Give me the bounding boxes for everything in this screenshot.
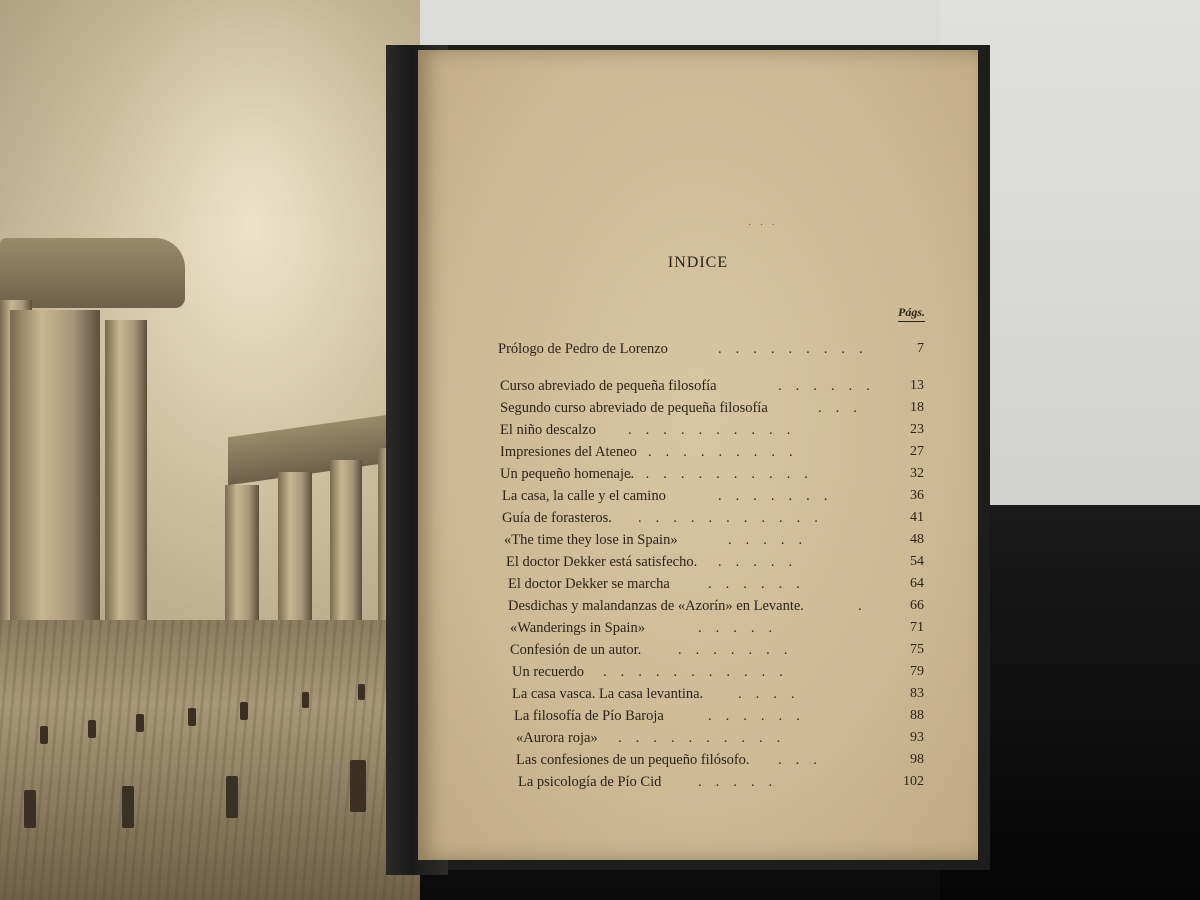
toc-entry-page: 88 [910,708,924,723]
toc-entry [418,771,978,793]
fence-post [24,790,36,828]
fence-post [358,684,365,700]
toc-leader-dots: .... [738,686,809,702]
temple-column [278,472,312,642]
toc-entry-title: La casa, la calle y el camino [502,488,666,504]
toc-entry-page: 7 [917,341,924,356]
fence-post [88,720,96,738]
toc-entry-title: Desdichas y malandanzas de «Azorín» en Levante. [508,598,804,614]
toc-entry [418,661,978,683]
toc-entry-page: 41 [910,510,924,525]
toc-entry-page: 66 [910,598,924,613]
toc-entry [418,338,978,360]
toc-entry-page: 75 [910,642,924,657]
toc-entry-title: Impresiones del Ateneo [500,444,637,460]
toc-entry-page: 54 [910,554,924,569]
fence-post [302,692,309,708]
toc-entry [418,683,978,705]
toc-leader-dots: ..... [718,554,807,570]
toc-entry [418,727,978,749]
toc-entry-title: Curso abreviado de pequeña filosofía [500,378,717,394]
toc-leader-dots: ........... [628,466,822,482]
toc-entry-title: Guía de forasteros. [502,510,612,526]
fence-post [240,702,248,720]
toc-entry-title: «The time they lose in Spain» [504,532,678,548]
toc-entry-page: 83 [910,686,924,701]
toc-entry-page: 13 [910,378,924,393]
temple-column [105,320,147,650]
toc-entry [418,441,978,463]
toc-leader-dots: ....... [678,642,802,658]
toc-entry-page: 98 [910,752,924,767]
toc-entry [418,529,978,551]
paper-mark: · · · [748,220,778,231]
temple-capital [0,238,185,308]
toc-entry-title: El niño descalzo [500,422,596,438]
toc-entry-page: 36 [910,488,924,503]
toc-entry [418,617,978,639]
toc-entry-title: El doctor Dekker está satisfecho. [506,554,698,570]
fence-post [350,760,366,812]
photo-page [0,0,420,900]
toc-entry-title: La casa vasca. La casa levantina. [512,686,704,702]
toc-leader-dots: ...... [708,576,814,592]
toc-entry-page: 18 [910,400,924,415]
toc-entry [418,375,978,397]
toc-entry-title: La psicología de Pío Cid [518,774,662,790]
toc-entry-page: 48 [910,532,924,547]
fence-post [226,776,238,818]
toc-entry-title: Confesión de un autor. [510,642,642,658]
toc-entry-page: 32 [910,466,924,481]
toc-entry-title: «Wanderings in Spain» [510,620,645,636]
toc-entry-title: Segundo curso abreviado de pequeña filosofía [500,400,768,416]
toc-leader-dots: ......... [648,444,807,460]
toc-entry-page: 71 [910,620,924,635]
toc-entry [418,749,978,771]
fence-post [136,714,144,732]
temple-column [330,460,362,630]
toc-leader-dots: ... [778,752,831,768]
toc-leader-dots: . [858,598,876,614]
toc-leader-dots: ..... [698,774,787,790]
fence-post [122,786,134,828]
toc-entry-title: La filosofía de Pío Baroja [514,708,664,724]
toc-entry [418,705,978,727]
toc-entry [418,485,978,507]
toc-entry-page: 79 [910,664,924,679]
fence-post [40,726,48,744]
toc-leader-dots: ..... [728,532,817,548]
page-title: INDICE [667,254,729,271]
toc-leader-dots: ...... [708,708,814,724]
toc-entry-title: Un recuerdo [512,664,585,680]
toc-entry-page: 23 [910,422,924,437]
toc-entry [418,507,978,529]
toc-entry [418,419,978,441]
fence-post [188,708,196,726]
toc-leader-dots: ..... [698,620,787,636]
toc-leader-dots: ........... [638,510,832,526]
toc-entry-title: Las confesiones de un pequeño filósofo. [516,752,750,768]
toc-entry-title: Un pequeño homenaje. [500,466,635,482]
toc-entry-page: 64 [910,576,924,591]
toc-leader-dots: ....... [718,488,842,504]
toc-leader-dots: ......... [718,341,877,357]
toc-entry-page: 27 [910,444,924,459]
toc-leader-dots: .......... [618,730,795,746]
toc-entry-title: El doctor Dekker se marcha [508,576,670,592]
toc-leader-dots: ........... [603,664,797,680]
toc-entry [418,397,978,419]
toc-entry [418,573,978,595]
toc-entry-title: «Aurora roja» [516,730,598,746]
toc-entry-page: 102 [903,774,924,789]
toc-entry [418,639,978,661]
toc-entry [418,595,978,617]
toc-entry [418,463,978,485]
toc-entry-page: 93 [910,730,924,745]
toc-entry-title: Prólogo de Pedro de Lorenzo [498,341,668,357]
toc-leader-dots: ... [818,400,871,416]
toc-entry [418,551,978,573]
temple-column [10,310,100,670]
toc-leader-dots: .......... [628,422,805,438]
pages-column-header: Págs. [898,305,925,322]
index-page [418,50,978,860]
toc-leader-dots: ...... [778,378,884,394]
